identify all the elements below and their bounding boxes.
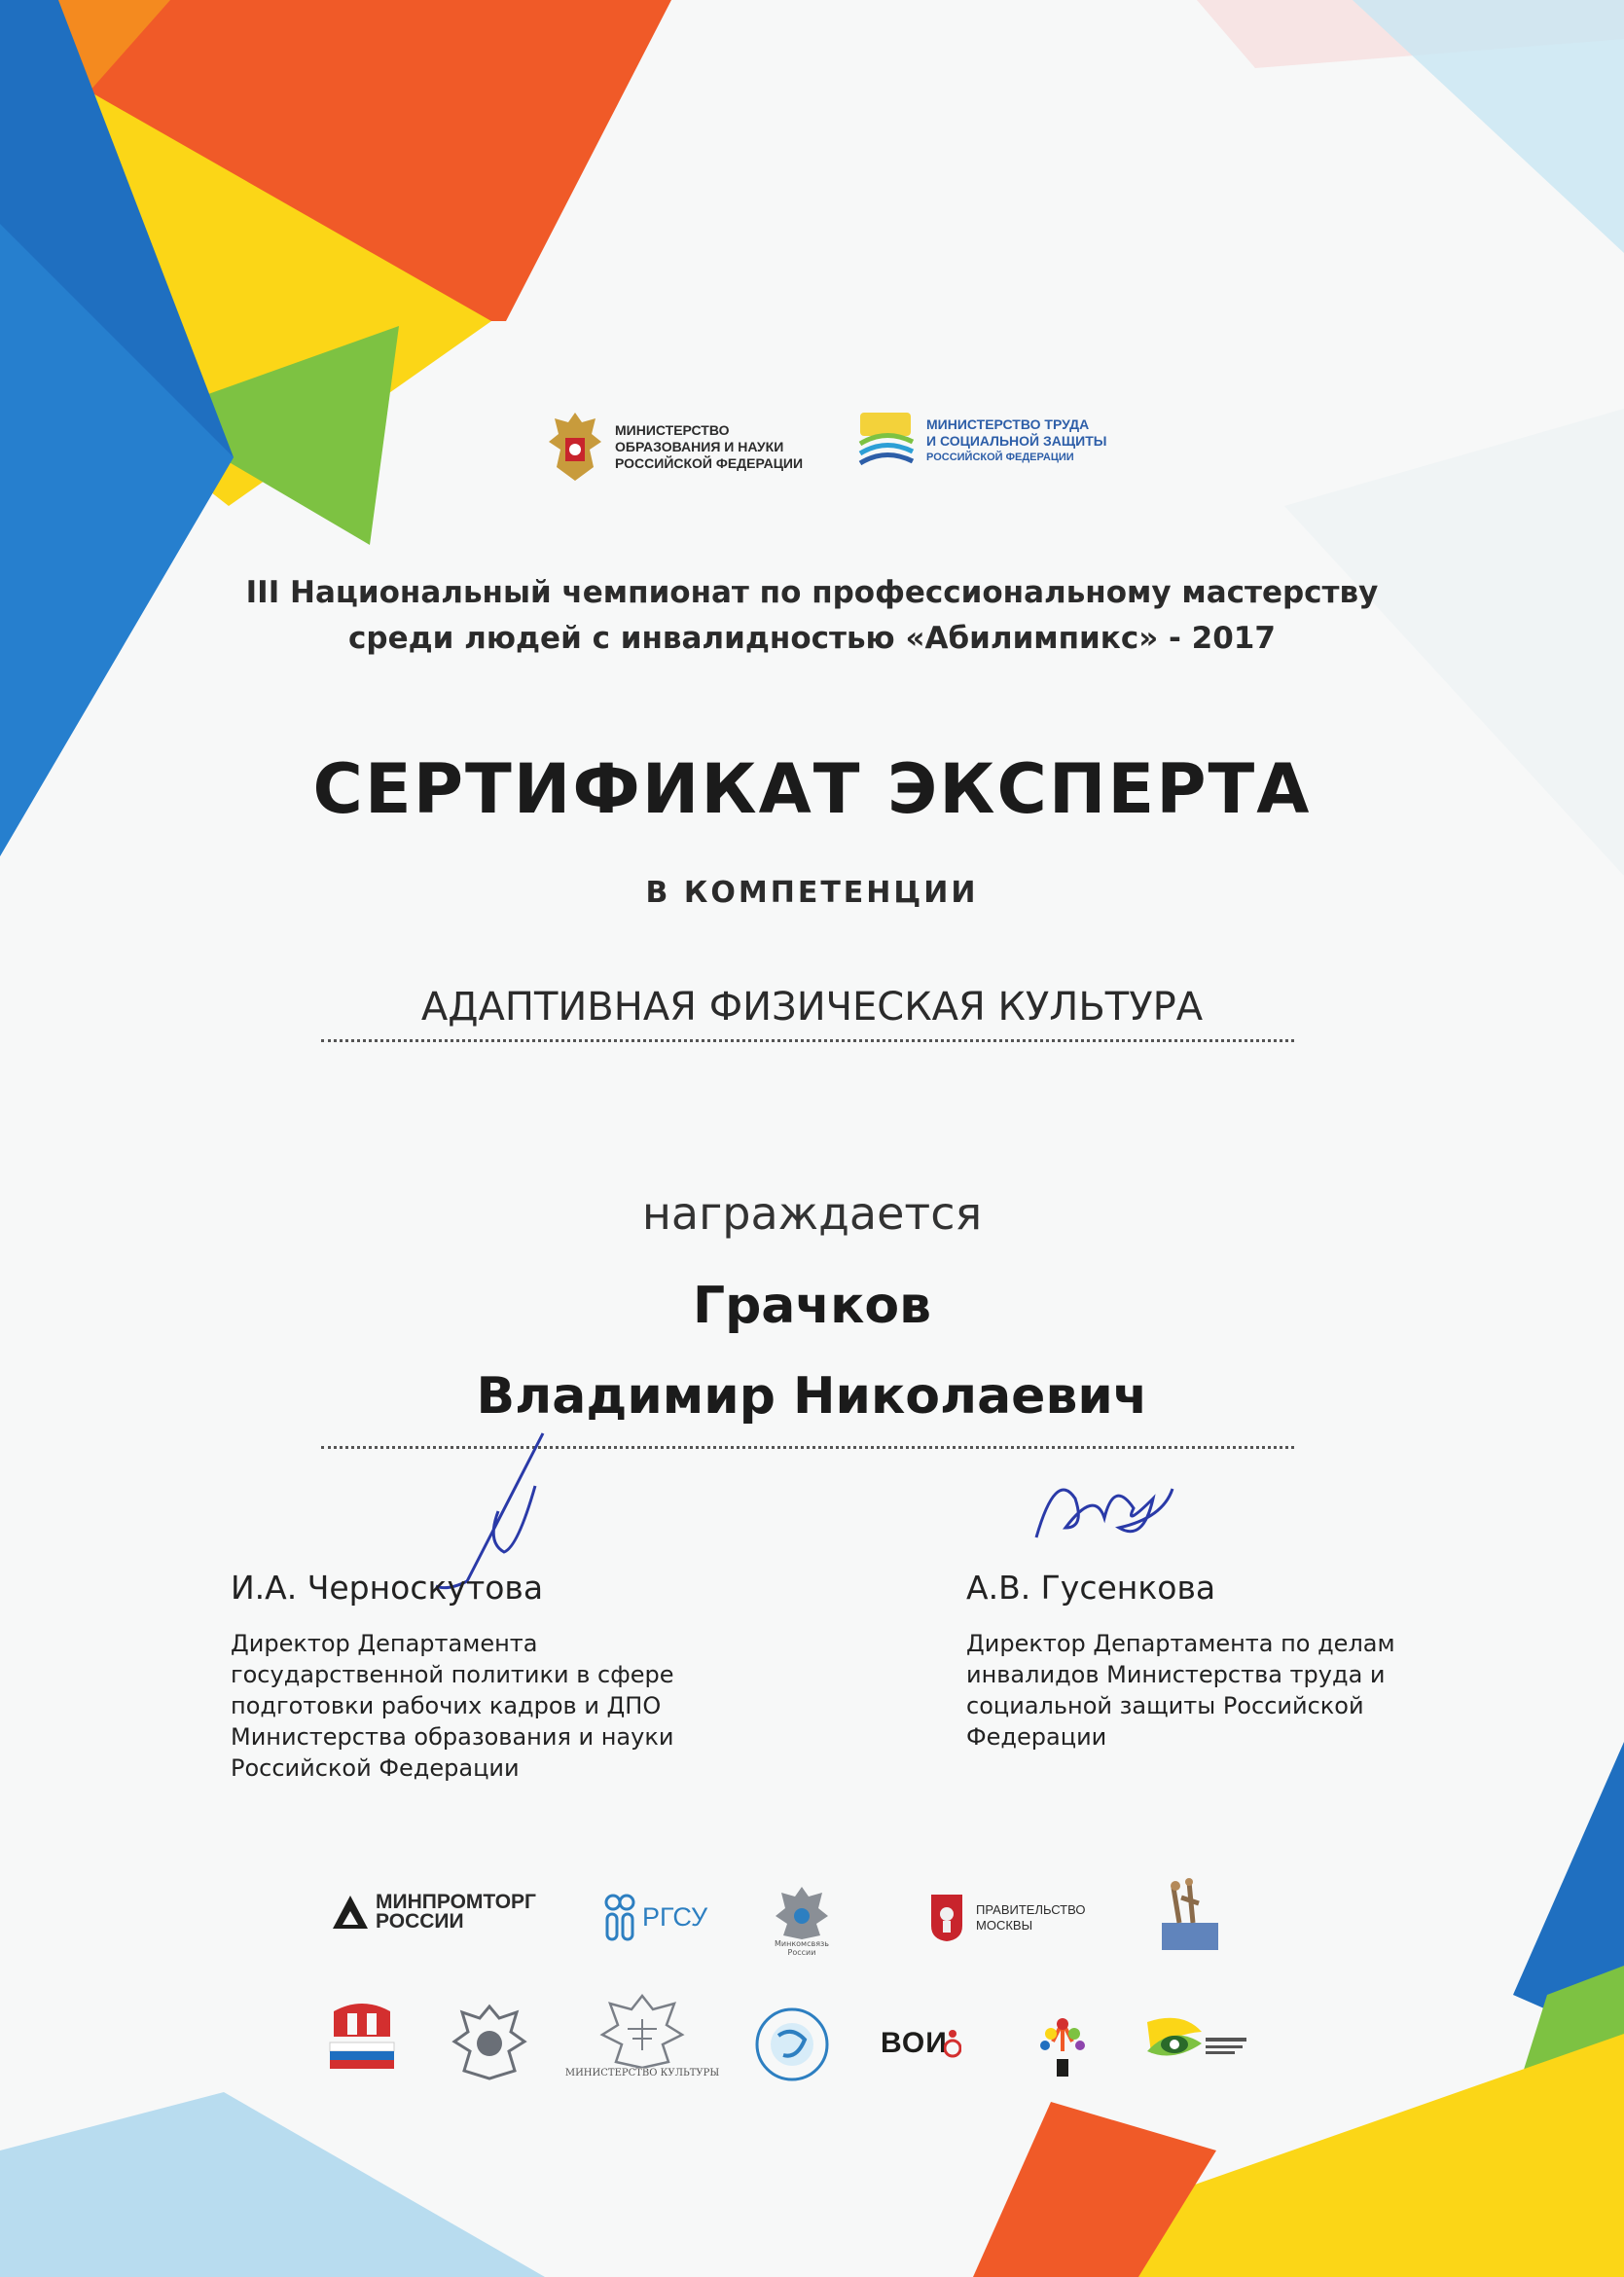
signatory-right-position (966, 1628, 1453, 1753)
sports-society-logo (1156, 1878, 1224, 1954)
signatory-left-position-line: Директор Департамента (231, 1630, 538, 1657)
rgsu-logo (601, 1893, 707, 1941)
tree-of-art-logo (1033, 2012, 1092, 2080)
wheelchair-icon (944, 2029, 961, 2058)
minkomsvyaz-line-2: России (787, 1948, 816, 1957)
competence-label (0, 876, 1624, 910)
competence-underline (321, 1039, 1294, 1042)
ministry-emblem-logo (451, 2003, 528, 2080)
ministry-labor-line-3: РОССИЙСКОЙ ФЕДЕРАЦИИ (926, 451, 1074, 463)
championship-title (0, 570, 1624, 662)
competence-label-text: В КОМПЕТЕНЦИИ (645, 876, 979, 910)
championship-line-1: III Национальный чемпионат по профессиональному мастерству (245, 575, 1379, 610)
ministry-labor-logo (856, 409, 1106, 473)
moscow-gov-line-1: ПРАВИТЕЛЬСТВО (976, 1902, 1086, 1917)
signatory-left-position-line: подготовки рабочих кадров и ДПО (231, 1692, 662, 1719)
voi-logo (881, 2027, 961, 2060)
voi-text: ВОИ (881, 2027, 948, 2059)
signatory-right-position-line: социальной защиты Российской (966, 1692, 1364, 1719)
minpromtorg-triangle-icon (331, 1894, 370, 1931)
minpromtorg-line-1: МИНПРОМТОРГ (376, 1891, 536, 1913)
blind-society-logo (754, 2006, 830, 2082)
rgsu-people-icon (601, 1893, 638, 1941)
moscow-gov-line-2: МОСКВЫ (976, 1918, 1033, 1933)
recipient-surname: Грачков (692, 1277, 932, 1335)
signatory-right-name: А.В. Гусенкова (966, 1569, 1216, 1607)
rgsu-text: РГСУ (642, 1901, 708, 1932)
certificate-title: СЕРТИФИКАТ ЭКСПЕРТА (312, 749, 1312, 829)
ministry-culture-logo (564, 1990, 720, 2078)
signatory-right-position-line: Федерации (966, 1723, 1107, 1751)
ministry-labor-emblem-icon (856, 409, 917, 473)
russian-coat-of-arms-icon (774, 1883, 830, 1939)
ministry-labor-line-1: МИНИСТЕРСТВО ТРУДА (926, 416, 1090, 432)
minpromtorg-line-2: РОССИИ (376, 1910, 464, 1933)
ministry-education-line-2: ОБРАЗОВАНИЯ И НАУКИ (615, 438, 784, 454)
minpromtorg-logo (331, 1893, 536, 1932)
competence-name: АДАПТИВНАЯ ФИЗИЧЕСКАЯ КУЛЬТУРА (420, 985, 1204, 1030)
russian-coat-of-arms-icon (545, 409, 605, 485)
signature-gusenkova (1027, 1460, 1182, 1557)
awarded-label: награждается (641, 1187, 983, 1240)
signatory-right (966, 1569, 1453, 1753)
minkomsvyaz-logo (774, 1883, 830, 1957)
signatory-left-position-line: Министерства образования и науки (231, 1723, 674, 1751)
signatory-right-position-line: инвалидов Министерства труда и (966, 1661, 1386, 1688)
signatory-left-name: И.А. Черноскутова (231, 1569, 544, 1607)
minkomsvyaz-line-1: Минкомсвязь (775, 1939, 829, 1948)
signatory-left-position-line: Российской Федерации (231, 1754, 520, 1782)
ministry-education-line-3: РОССИЙСКОЙ ФЕДЕРАЦИИ (615, 454, 804, 471)
signatory-left-position (231, 1628, 737, 1784)
deaf-society-logo (1143, 2014, 1250, 2075)
ministry-education-logo (545, 409, 803, 485)
pension-fund-logo (326, 2000, 399, 2073)
championship-line-2: среди людей с инвалидностью «Абилимпикс» - 2017 (348, 621, 1276, 656)
ministry-labor-line-2: И СОЦИАЛЬНОЙ ЗАЩИТЫ (926, 432, 1107, 449)
moscow-government-logo (929, 1893, 1085, 1943)
signatory-right-position-line: Директор Департамента по делам (966, 1630, 1395, 1657)
double-headed-eagle-icon (598, 1990, 686, 2068)
ministry-culture-text: МИНИСТЕРСТВО КУЛЬТУРЫ (564, 2068, 720, 2078)
signatory-left (231, 1569, 737, 1784)
ministry-education-line-1: МИНИСТЕРСТВО (615, 421, 730, 438)
recipient-given-names: Владимир Николаевич (476, 1367, 1148, 1426)
moscow-coat-of-arms-icon (929, 1893, 964, 1943)
signatory-left-position-line: государственной политики в сфере (231, 1661, 674, 1688)
